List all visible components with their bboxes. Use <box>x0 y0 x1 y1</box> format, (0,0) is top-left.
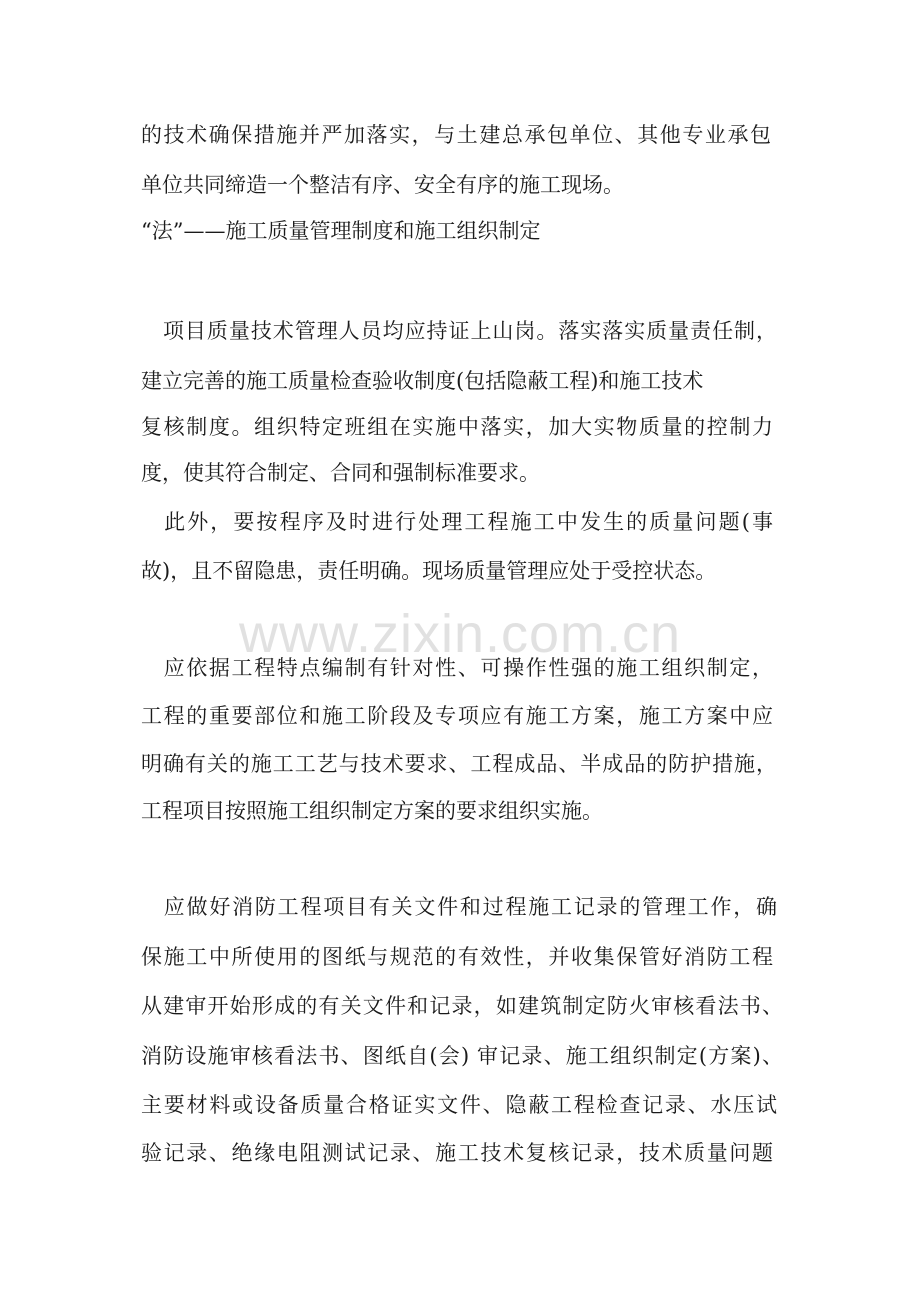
text-line: 保施工中所使用的图纸与规范的有效性，并收集保管好消防工程 <box>141 945 773 969</box>
text-line: 故)，且不留隐患，责任明确。现场质量管理应处于受控状态。 <box>141 559 717 583</box>
watermark: www.zixin.com.cn <box>238 604 682 664</box>
text-line: 验记录、绝缘电阻测试记录、施工技术复核记录，技术质量问题 <box>141 1141 773 1165</box>
section-heading: “法”——施工质量管理制度和施工组织制定 <box>141 219 541 243</box>
text-line: 的技术确保措施并严加落实，与土建总承包单位、其他专业承包 <box>141 123 771 147</box>
text-line: 从建审开始形成的有关文件和记录，如建筑制定防火审核看法书、 <box>141 994 783 1018</box>
text-line: 应做好消防工程项目有关文件和过程施工记录的管理工作，确 <box>141 895 777 919</box>
text-line: 建立完善的施工质量检查验收制度(包括隐蔽工程)和施工技术 <box>141 369 704 393</box>
text-line: 度，使其符合制定、合同和强制标准要求。 <box>141 461 540 485</box>
text-line: 应依据工程特点编制有针对性、可操作性强的施工组织制定， <box>141 656 773 680</box>
text-line: 明确有关的施工工艺与技术要求、工程成品、半成品的防护措施， <box>141 752 777 776</box>
text-line: 工程的重要部位和施工阶段及专项应有施工方案，施工方案中应 <box>141 704 773 728</box>
text-line: 工程项目按照施工组织制定方案的要求组织实施。 <box>141 799 603 823</box>
text-line: 消防设施审核看法书、图纸自(会) 审记录、施工组织制定(方案)、 <box>141 1044 783 1068</box>
text-line: 单位共同缔造一个整洁有序、安全有序的施工现场。 <box>141 173 624 197</box>
text-line: 主要材料或设备质量合格证实文件、隐蔽工程检查记录、水压试 <box>141 1093 777 1117</box>
text-line: 此外，要按程序及时进行处理工程施工中发生的质量问题(事 <box>141 510 773 534</box>
text-line: 项目质量技术管理人员均应持证上山岗。落实落实质量责任制， <box>141 319 777 343</box>
text-line: 复核制度。组织特定班组在实施中落实，加大实物质量的控制力 <box>141 415 773 439</box>
